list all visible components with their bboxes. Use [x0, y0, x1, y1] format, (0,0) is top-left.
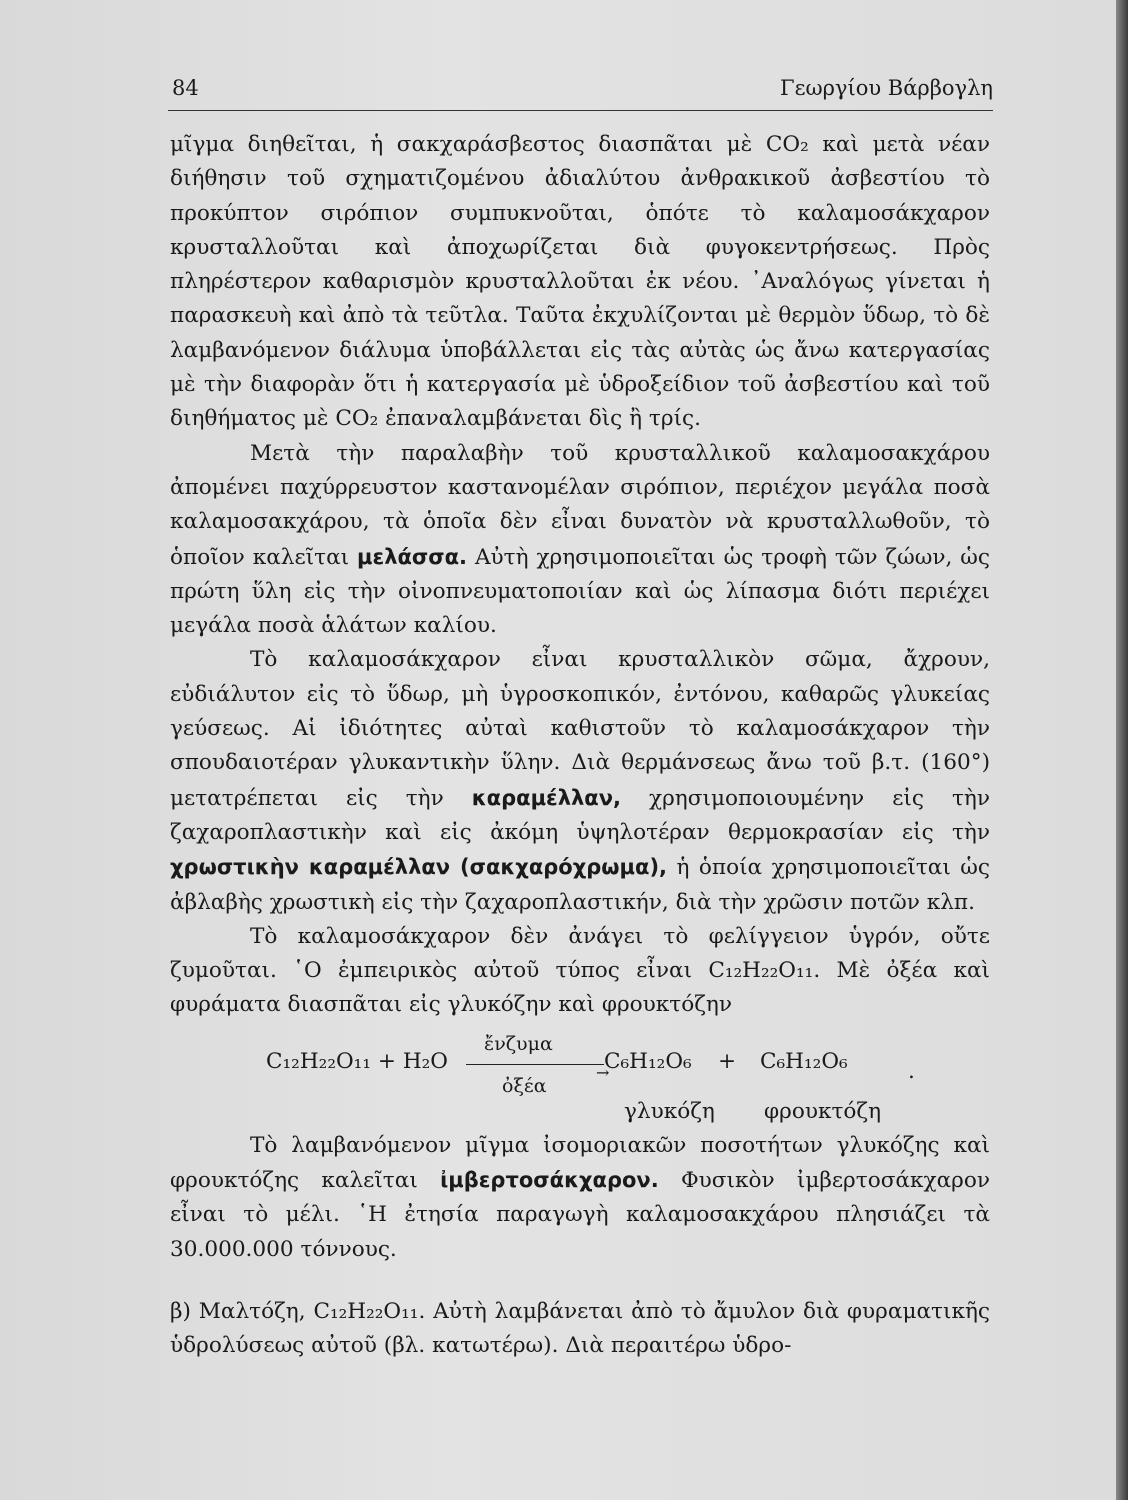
equation-dot: .: [908, 1058, 915, 1084]
running-title: Γεωργίου Βάρβογλη: [780, 76, 993, 100]
paragraph-2-text-a: Μετὰ τὴν παραλαβὴν τοῦ κρυσταλλικοῦ καλαμοσακχάρου ἀπομένει παχύρρευστον καστανομέλαν σιρόπιον, περιέχον μεγάλα ποσὰ καλαμοσακχάρου, τὰ ὁποῖα δὲν εἶναι δυνατὸν νὰ κρυσταλλωθοῦν, τὸ ὁποῖον καλεῖται: [170, 440, 990, 570]
hydrolysis-equation: [170, 1027, 990, 1127]
page-header: [168, 72, 993, 111]
label-glucose: γλυκόζη: [624, 1098, 715, 1124]
paragraph-5-text-b: Φυσικὸν ἰμβερτοσάκχαρον εἶναι τὸ μέλι. ῾Η ἐτησία παραγωγὴ καλαμοσακχάρου πλησιάζει τὰ 30.000.000 τόννους.: [170, 1168, 991, 1262]
paragraph-4: Τὸ καλαμοσάκχαρον δὲν ἀνάγει τὸ φελίγγειον ὑγρόν, οὔτε ζυμοῦται. ῾Ο ἐμπειρικὸς αὐτοῦ τύπος εἶναι C₁₂H₂₂O₁₁. Μὲ ὀξέα καὶ φυράματα διασπᾶται εἰς γλυκόζην καὶ φρουκτόζην: [170, 923, 990, 1018]
paragraph-2: [170, 437, 990, 644]
book-spine-edge: [1116, 0, 1128, 1500]
reaction-arrow: [466, 1027, 612, 1107]
paragraph-3-text-a: Τὸ καλαμοσάκχαρον εἶναι κρυσταλλικὸν σῶμα, ἄχρουν, εὐδιάλυτον εἰς τὸ ὕδωρ, μὴ ὑγροσκοπικόν, ἐντόνου, καθαρῶς γλυκείας γεύσεως. Αἱ ἰδιότητες αὐταὶ καθιστοῦν τὸ καλαμοσάκχαρον τὴν σπουδαιοτέραν γλυκαντικὴν ὕλην. Διὰ θερμάνσεως ἄνω τοῦ β.τ. (160°) μετατρέπεται εἰς τὴν: [170, 647, 990, 811]
paragraph-2-text-b: Αὐτὴ χρησιμοποιεῖται ὡς τροφὴ τῶν ζώων, ὡς πρώτη ὕλη εἰς τὴν οἰνοπνευματοποιίαν καὶ ὡς λίπασμα διότι περιέχει μεγάλα ποσὰ ἁλάτων καλίου.: [170, 544, 990, 639]
paragraph-3-text-c: ἡ ὁποία χρησιμοποιεῖται ὡς ἀβλαβὴς χρωστικὴ εἰς τὴν ζαχαροπλαστικήν, διὰ τὴν χρῶσιν ποτῶν κλπ.: [170, 855, 990, 915]
term-karamellan: καραμέλλαν,: [471, 785, 622, 810]
paragraph-3-text-b: χρησιμοποιουμένην εἰς τὴν ζαχαροπλαστικὴν καὶ εἰς ἀκόμη ὑψηλοτέραν θερμοκρασίαν εἰς τὴν: [170, 785, 990, 845]
paragraph-3: [170, 643, 990, 919]
paragraph-maltose: β) Μαλτόζη, C₁₂H₂₂O₁₁. Αὐτὴ λαμβάνεται ἀπὸ τὸ ἄμυλον διὰ φυραματικῆς ὑδρολύσεως αὐτοῦ (βλ. κατωτέρω). Διὰ περαιτέρω ὑδρο-: [170, 1298, 990, 1359]
body-text: [170, 128, 990, 1364]
label-fructose: φρουκτόζη: [764, 1098, 882, 1124]
section-gap: [170, 1267, 990, 1295]
arrow-head-icon: →: [596, 1062, 610, 1082]
paragraph-1: μῖγμα διηθεῖται, ἡ σακχαράσβεστος διασπᾶται μὲ CO₂ καὶ μετὰ νέαν διήθησιν τοῦ σχηματιζομένου ἀδιαλύτου ἀνθρακικοῦ ἀσβεστίου τὸ προκύπτον σιρόπιον συμπυκνοῦται, ὁπότε τὸ καλαμοσάκχαρον κρυσταλλοῦται καὶ ἀποχωρίζεται διὰ φυγοκεντρήσεως. Πρὸς πληρέστερον καθαρισμὸν κρυσταλλοῦται ἐκ νέου. ᾿Αναλόγως γίνεται ἡ παρασκευὴ καὶ ἀπὸ τὰ τεῦτλα. Ταῦτα ἐκχυλίζονται μὲ θερμὸν ὕδωρ, τὸ δὲ λαμβανόμενον διάλυμα ὑποβάλλεται εἰς τὰς αὐτὰς ὡς ἄνω κατεργασίας μὲ τὴν διαφορὰν ὅτι ἡ κατεργασία μὲ ὑδροξείδιον τοῦ ἀσβεστίου καὶ τοῦ διηθήματος μὲ CO₂ ἐπαναλαμβάνεται δὶς ἢ τρίς.: [170, 132, 990, 432]
arrow-shaft: [466, 1064, 604, 1066]
catalyst-acid-label: ὀξέα: [502, 1074, 547, 1097]
page-number: 84: [172, 76, 199, 100]
term-chrostiki-karamellan: χρωστικὴν καραμέλλαν (σακχαρόχρωμα),: [170, 855, 668, 880]
equation-reactants: C₁₂H₂₂O₁₁ + H₂O: [266, 1048, 449, 1074]
paragraph-5-text-a: Τὸ λαμβανόμενον μῖγμα ἰσομοριακῶν ποσοτήτων γλυκόζης καὶ φρουκτόζης καλεῖται: [170, 1132, 990, 1194]
equation-product-fructose: C₆H₁₂O₆: [760, 1048, 848, 1074]
equation-plus: +: [718, 1048, 737, 1074]
term-melassa: μελάσσα.: [357, 544, 468, 569]
catalyst-enzyme-label: ἔνζυμα: [484, 1032, 553, 1055]
paragraph-5: [170, 1129, 990, 1267]
equation-product-glucose: C₆H₁₂O₆: [604, 1048, 692, 1074]
term-imvertosakcharon: ἰμβερτοσάκχαρον.: [440, 1168, 659, 1193]
